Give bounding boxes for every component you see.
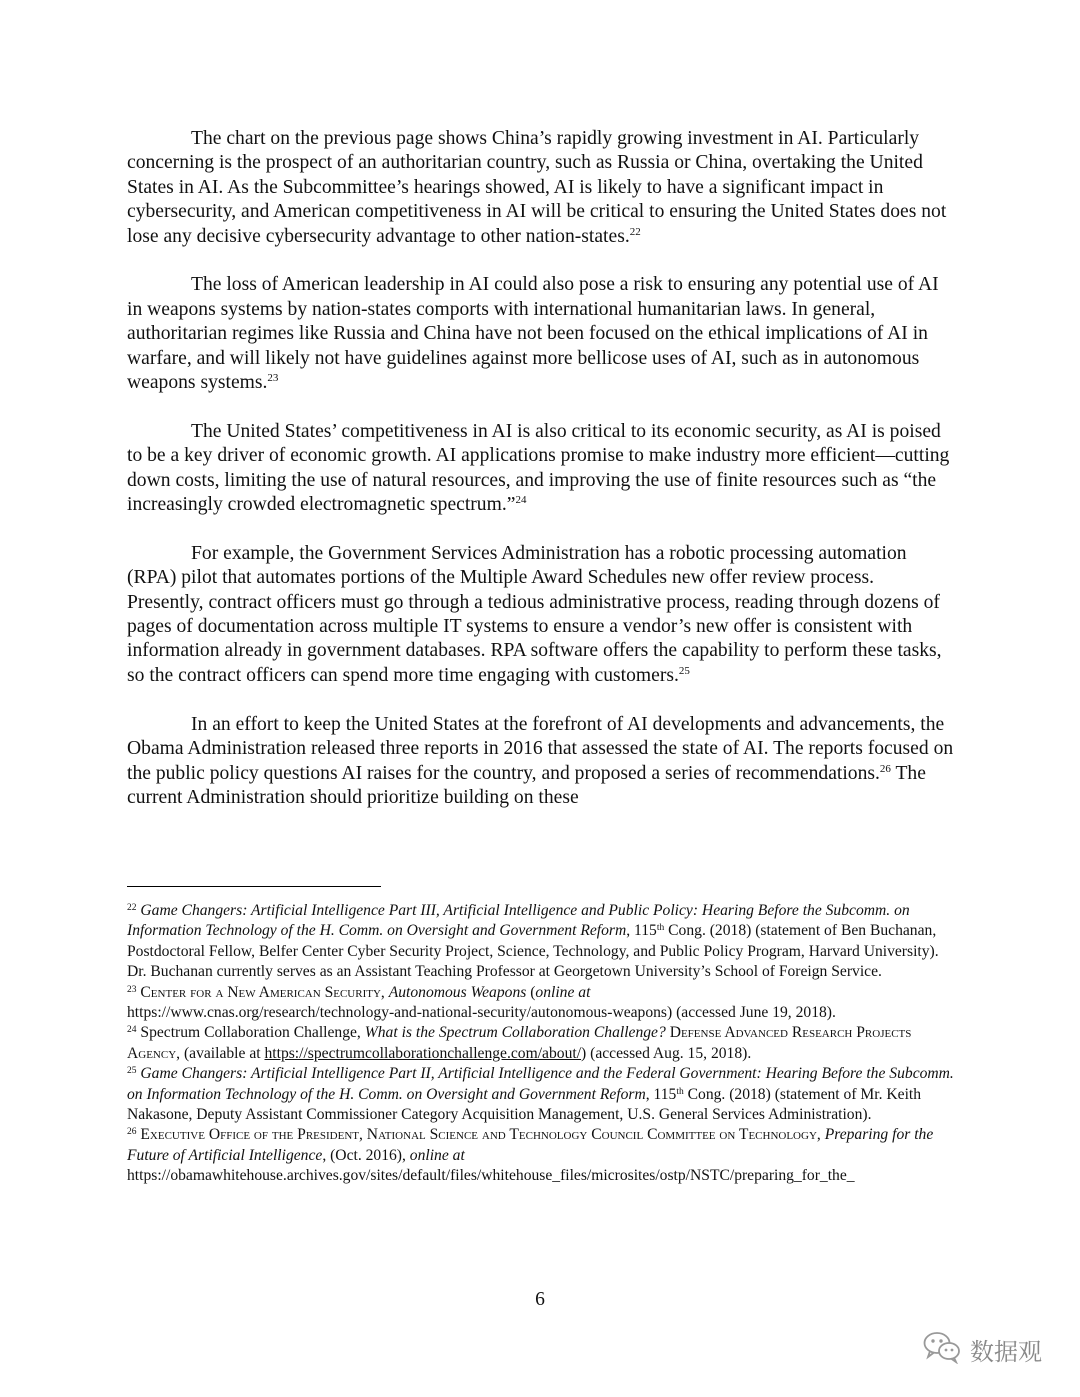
footnotes <box>127 901 955 1187</box>
footnote-22: $^{22}$ Game Changers: Artificial Intelligence Part III, Artificial Intelligence and Public Policy: Hearing Before the Subcomm. on Information Technology of the H. Comm. on Oversight and Government Reform, 115th Cong. (2018) (statement of Ben Buchanan, Postdoctoral Fellow, Belfer Center Cyber Security Project, Science, Technology, and Public Policy Program, Harvard University). Dr. Buchanan currently serves as an Assistant Teaching Professor at Georgetown University’s School of Foreign Service. <box>127 902 939 981</box>
footnote-link[interactable]: https://obamawhitehouse.archives.gov/sites/default/files/whitehouse_files/microsites/ostp/NSTC/preparing_for_the_ <box>127 1167 855 1185</box>
footnote-link[interactable]: https://spectrumcollaborationchallenge.com/about/ <box>264 1044 582 1062</box>
footnote-ref[interactable]: 23 <box>267 372 279 385</box>
wechat-icon <box>922 1330 962 1369</box>
footnote-ref[interactable]: 22 <box>629 225 641 238</box>
paragraph: For example, the Government Services Administration has a robotic processing automation (RPA) pilot that automates portions of the Multiple Award Schedules new offer review process. Presently, contract officers must go through a tedious administrative process, reading through dozens of pages of documentation across multiple IT systems to ensure a vendor’s new offer is consistent with information already in government databases. RPA software offers the capability to perform these tasks, so the contract officers can spend more time engaging with customers.$^{25}$ <box>127 542 942 686</box>
footnote-24: $^{24}$ Spectrum Collaboration Challenge, What is the Spectrum Collaboration Challenge? Defense Advanced Research Projects Agency, (available at https://spectrumcollaborationchallenge.com/about/) (accessed Aug. 15, 2018). <box>127 1024 912 1062</box>
footnote-ref[interactable]: 26 <box>879 762 891 775</box>
paragraph: The United States’ competitiveness in AI is also critical to its economic security, as AI is poised to be a key driver of economic growth. AI applications promise to make industry more efficient—cutting down costs, limiting the use of natural resources, and improving the use of finite resources such as “the increasingly crowded electromagnetic spectrum.”$^{24}$ <box>127 420 950 516</box>
footnote-link[interactable]: https://www.cnas.org/research/technology-and-national-security/autonomous-weapons) (accessed June 19, 2018). <box>127 1004 836 1022</box>
watermark-text: 数据观 <box>970 1338 1042 1366</box>
footnote-separator <box>127 886 381 887</box>
paragraph: The chart on the previous page shows China’s rapidly growing investment in AI. Particularly concerning is the prospect of an authoritarian country, such as Russia or China, overtaking the United States in AI. As the Subcommittee’s hearings showed, AI is likely to have a significant impact in cybersecurity, and American competitiveness in AI will be critical to ensuring the United States does not lose any decisive cybersecurity advantage to other nation-states.$^{22}$ <box>127 128 947 247</box>
body-text <box>127 127 955 835</box>
watermark <box>922 1330 1042 1369</box>
footnote-25: $^{25}$ Game Changers: Artificial Intelligence Part II, Artificial Intelligence and the Federal Government: Hearing Before the Subcomm. on Information Technology of the H. Comm. on Oversight and Government Reform, 115th Cong. (2018) (statement of Mr. Keith Nakasone, Deputy Assistant Commissioner Category Acquisition Management, U.S. General Services Administration). <box>127 1065 954 1124</box>
footnote-23: $^{23}$ Center for a New American Security, Autonomous Weapons (online at https://www.cnas.org/research/technology-and-national-security/autonomous-weapons) (accessed June 19, 2018). <box>127 983 836 1022</box>
footnote-ref[interactable]: 25 <box>678 664 690 677</box>
paragraph: The loss of American leadership in AI could also pose a risk to ensuring any potential use of AI in weapons systems by nation-states comports with international humanitarian laws. In general, authoritarian regimes like Russia and China have not been focused on the ethical implications of AI in warfare, and will likely not have guidelines against more bellicose uses of AI, such as in autonomous weapons systems.$^{23}$ <box>127 274 939 394</box>
footnote-ref[interactable]: 24 <box>515 494 527 507</box>
paragraph: In an effort to keep the United States at the forefront of AI developments and advancements, the Obama Administration released three reports in 2016 that assessed the state of AI. The reports focused on the public policy questions AI raises for the country, and proposed a series of recommendations.$^{26}$ The current Administration should prioritize building on these <box>127 713 954 808</box>
page-number: 6 <box>535 1289 545 1310</box>
footnote-26: $^{26}$ Executive Office of the President, National Science and Technology Council Committee on Technology, Preparing for the Future of Artificial Intelligence, (Oct. 2016), online at https://obamawhitehouse.archives.gov/sites/default/files/whitehouse_files/microsites/ostp/NSTC/preparing_for_the_ <box>127 1126 934 1185</box>
